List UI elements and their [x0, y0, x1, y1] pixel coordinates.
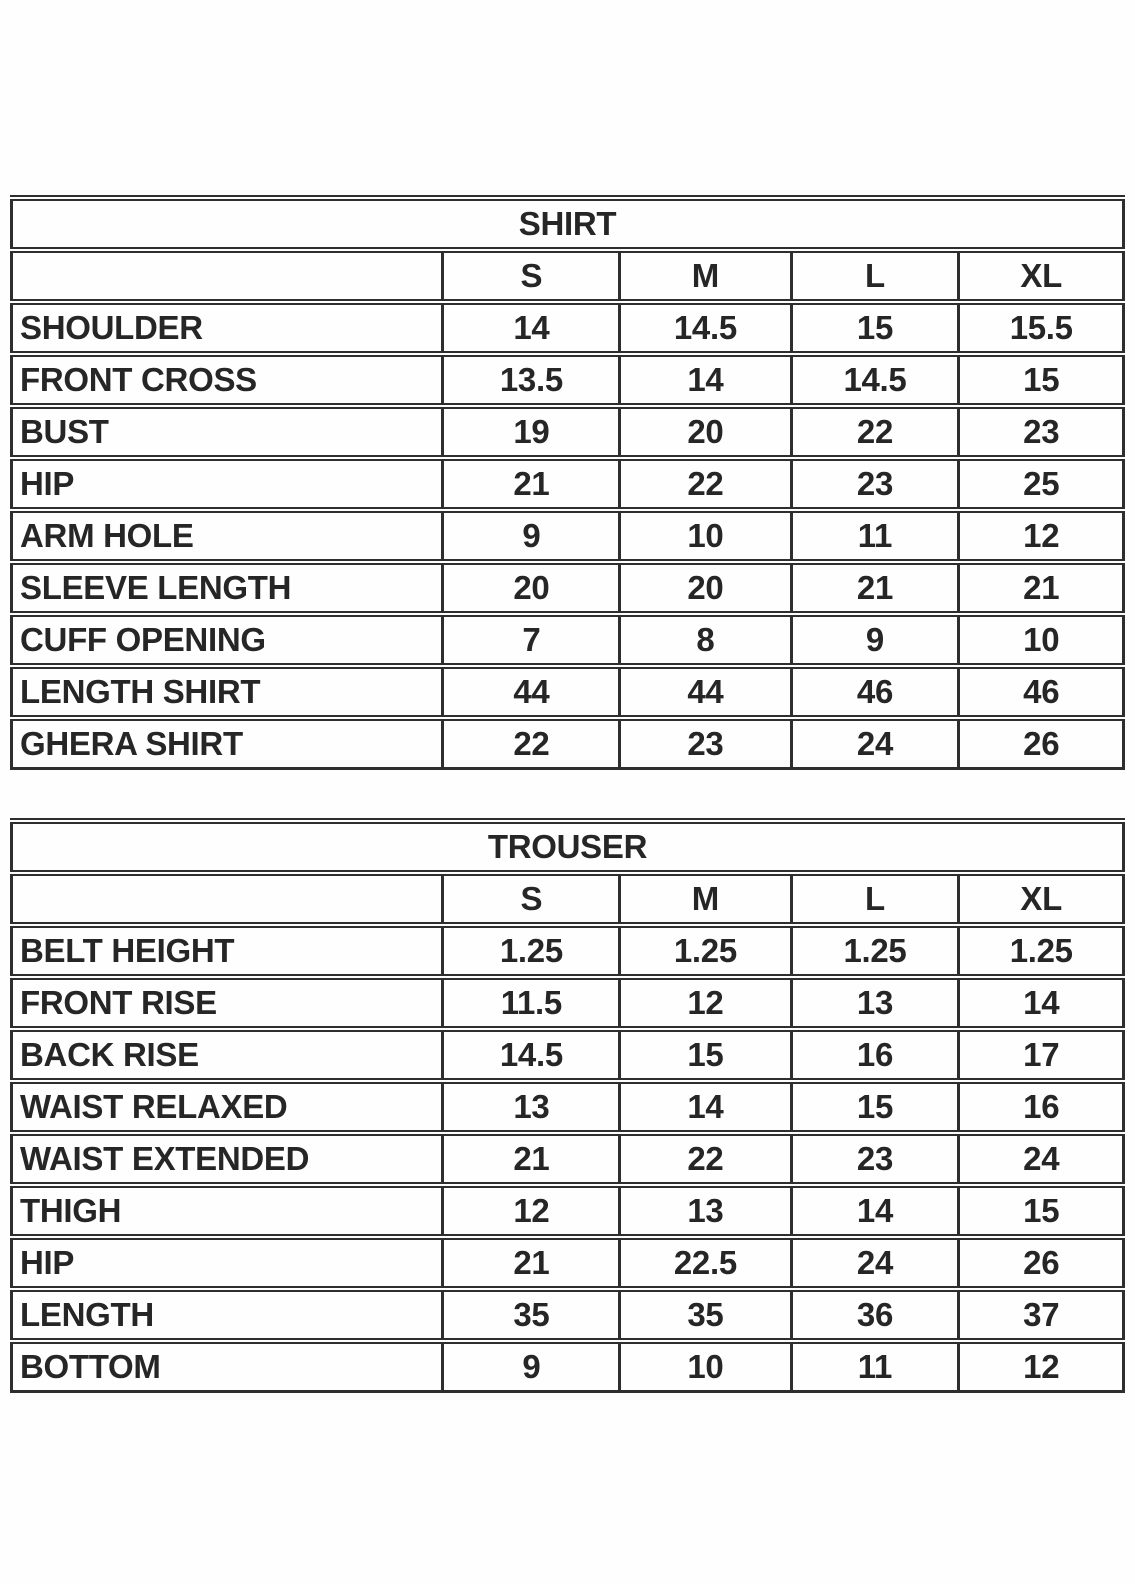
- size-column-header: XL: [959, 250, 1124, 302]
- measurement-value: 15: [791, 302, 959, 354]
- measurement-value: 24: [791, 1237, 959, 1289]
- measurement-value: 8: [620, 614, 791, 666]
- size-column-header: S: [443, 250, 620, 302]
- trouser-size-table: [10, 818, 1125, 1393]
- measurement-value: 15: [791, 1081, 959, 1133]
- measurement-value: 22.5: [620, 1237, 791, 1289]
- measurement-value: 12: [443, 1185, 620, 1237]
- measurement-value: 12: [620, 977, 791, 1029]
- measurement-value: 14.5: [620, 302, 791, 354]
- measurement-value: 10: [959, 614, 1124, 666]
- measurement-label: WAIST RELAXED: [12, 1081, 443, 1133]
- measurement-row: [12, 1341, 1124, 1392]
- measurement-value: 9: [791, 614, 959, 666]
- measurement-label: BELT HEIGHT: [12, 925, 443, 977]
- table-title: TROUSER: [12, 821, 1124, 873]
- measurement-row: [12, 666, 1124, 718]
- corner-cell: [12, 873, 443, 925]
- measurement-value: 20: [620, 406, 791, 458]
- measurement-value: 23: [791, 458, 959, 510]
- measurement-value: 15: [620, 1029, 791, 1081]
- measurement-value: 14: [791, 1185, 959, 1237]
- measurement-label: GHERA SHIRT: [12, 718, 443, 769]
- measurement-value: 21: [443, 1237, 620, 1289]
- measurement-value: 35: [620, 1289, 791, 1341]
- measurement-value: 12: [959, 1341, 1124, 1392]
- measurement-row: [12, 562, 1124, 614]
- measurement-label: FRONT CROSS: [12, 354, 443, 406]
- measurement-label: LENGTH: [12, 1289, 443, 1341]
- measurement-value: 14.5: [443, 1029, 620, 1081]
- measurement-value: 21: [443, 1133, 620, 1185]
- measurement-value: 26: [959, 1237, 1124, 1289]
- measurement-value: 15: [959, 1185, 1124, 1237]
- size-column-header: L: [791, 250, 959, 302]
- measurement-row: [12, 925, 1124, 977]
- measurement-value: 21: [959, 562, 1124, 614]
- measurement-value: 11.5: [443, 977, 620, 1029]
- measurement-value: 25: [959, 458, 1124, 510]
- measurement-value: 12: [959, 510, 1124, 562]
- measurement-value: 13.5: [443, 354, 620, 406]
- measurement-value: 1.25: [959, 925, 1124, 977]
- measurement-label: LENGTH SHIRT: [12, 666, 443, 718]
- measurement-value: 16: [791, 1029, 959, 1081]
- measurement-value: 15: [959, 354, 1124, 406]
- corner-cell: [12, 250, 443, 302]
- size-column-header: M: [620, 250, 791, 302]
- measurement-value: 14: [620, 354, 791, 406]
- measurement-label: BOTTOM: [12, 1341, 443, 1392]
- measurement-value: 9: [443, 510, 620, 562]
- measurement-value: 1.25: [620, 925, 791, 977]
- measurement-row: [12, 1133, 1124, 1185]
- measurement-value: 7: [443, 614, 620, 666]
- table-title: SHIRT: [12, 198, 1124, 250]
- measurement-value: 21: [443, 458, 620, 510]
- size-column-header: S: [443, 873, 620, 925]
- measurement-value: 37: [959, 1289, 1124, 1341]
- measurement-value: 16: [959, 1081, 1124, 1133]
- measurement-row: [12, 614, 1124, 666]
- measurement-row: [12, 406, 1124, 458]
- measurement-value: 21: [791, 562, 959, 614]
- measurement-value: 14: [620, 1081, 791, 1133]
- measurement-value: 35: [443, 1289, 620, 1341]
- measurement-row: [12, 1289, 1124, 1341]
- size-column-header: L: [791, 873, 959, 925]
- measurement-value: 20: [443, 562, 620, 614]
- measurement-value: 15.5: [959, 302, 1124, 354]
- measurement-value: 9: [443, 1341, 620, 1392]
- measurement-row: [12, 1237, 1124, 1289]
- measurement-value: 14: [443, 302, 620, 354]
- measurement-value: 1.25: [443, 925, 620, 977]
- measurement-value: 26: [959, 718, 1124, 769]
- measurement-value: 1.25: [791, 925, 959, 977]
- measurement-label: FRONT RISE: [12, 977, 443, 1029]
- measurement-label: THIGH: [12, 1185, 443, 1237]
- measurement-value: 14: [959, 977, 1124, 1029]
- measurement-value: 36: [791, 1289, 959, 1341]
- shirt-size-table: [10, 195, 1125, 770]
- measurement-value: 13: [443, 1081, 620, 1133]
- measurement-label: WAIST EXTENDED: [12, 1133, 443, 1185]
- measurement-value: 23: [959, 406, 1124, 458]
- measurement-label: SHOULDER: [12, 302, 443, 354]
- measurement-label: ARM HOLE: [12, 510, 443, 562]
- measurement-value: 10: [620, 1341, 791, 1392]
- measurement-row: [12, 354, 1124, 406]
- measurement-value: 13: [620, 1185, 791, 1237]
- measurement-row: [12, 458, 1124, 510]
- measurement-value: 23: [620, 718, 791, 769]
- measurement-value: 14.5: [791, 354, 959, 406]
- measurement-value: 22: [620, 458, 791, 510]
- measurement-label: HIP: [12, 458, 443, 510]
- measurement-row: [12, 977, 1124, 1029]
- measurement-value: 20: [620, 562, 791, 614]
- measurement-value: 19: [443, 406, 620, 458]
- measurement-row: [12, 1185, 1124, 1237]
- measurement-value: 44: [620, 666, 791, 718]
- size-column-header: M: [620, 873, 791, 925]
- measurement-value: 44: [443, 666, 620, 718]
- measurement-value: 24: [791, 718, 959, 769]
- measurement-value: 13: [791, 977, 959, 1029]
- measurement-value: 22: [620, 1133, 791, 1185]
- measurement-value: 10: [620, 510, 791, 562]
- measurement-row: [12, 1081, 1124, 1133]
- measurement-row: [12, 510, 1124, 562]
- measurement-value: 23: [791, 1133, 959, 1185]
- measurement-label: CUFF OPENING: [12, 614, 443, 666]
- measurement-value: 22: [443, 718, 620, 769]
- measurement-value: 22: [791, 406, 959, 458]
- measurement-value: 17: [959, 1029, 1124, 1081]
- measurement-label: SLEEVE LENGTH: [12, 562, 443, 614]
- measurement-label: HIP: [12, 1237, 443, 1289]
- measurement-row: [12, 302, 1124, 354]
- measurement-value: 46: [791, 666, 959, 718]
- measurement-label: BACK RISE: [12, 1029, 443, 1081]
- size-column-header: XL: [959, 873, 1124, 925]
- measurement-value: 46: [959, 666, 1124, 718]
- measurement-value: 11: [791, 1341, 959, 1392]
- measurement-value: 24: [959, 1133, 1124, 1185]
- measurement-row: [12, 718, 1124, 769]
- measurement-label: BUST: [12, 406, 443, 458]
- measurement-row: [12, 1029, 1124, 1081]
- measurement-value: 11: [791, 510, 959, 562]
